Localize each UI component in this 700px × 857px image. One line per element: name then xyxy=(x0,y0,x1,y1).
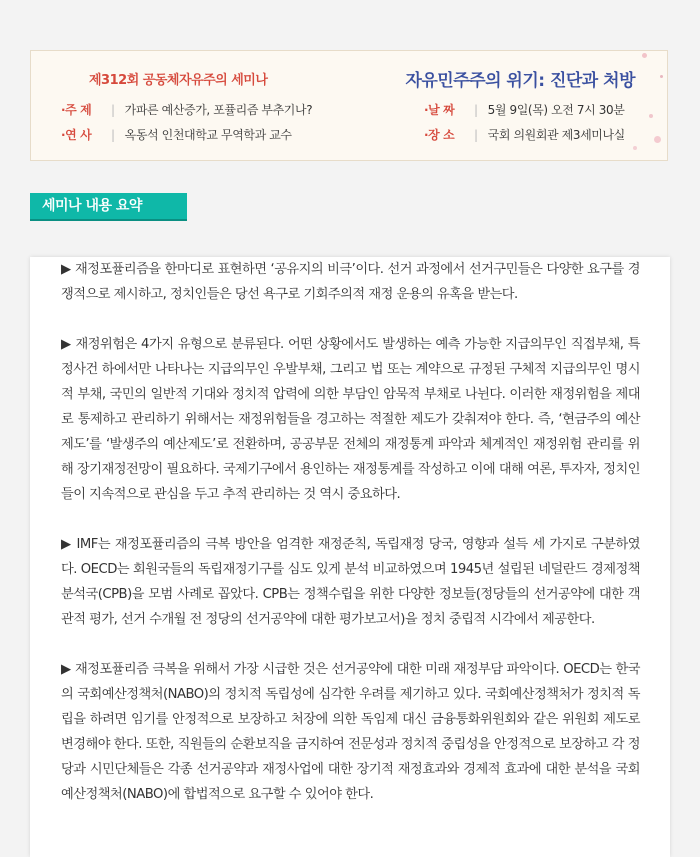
decoration-dot xyxy=(660,75,663,78)
date-value: 5월 9일(목) 오전 7시 30분 xyxy=(487,103,625,117)
decoration-dot xyxy=(642,53,647,58)
separator: | xyxy=(111,102,115,117)
speaker-value: 옥동석 인천대학교 무역학과 교수 xyxy=(124,128,292,142)
date-row xyxy=(424,101,624,118)
decoration-dot xyxy=(649,114,653,118)
separator: | xyxy=(111,127,115,142)
section-title-underline xyxy=(30,219,187,221)
topic-row xyxy=(61,101,312,118)
summary-content xyxy=(30,257,670,857)
summary-paragraph: ▶ IMF는 재정포퓰리즘의 극복 방안을 엄격한 재정준칙, 독립재정 당국, 영향과 설득 세 가지로 구분하였다. OECD는 회원국들의 독립재정기구를 심도 있게 분석 비교하였으며 1945년 설립된 네덜란드 경제정책분석국(CPB)을 모범 사례로 꼽았다. CPB는 정책수립을 위한 다양한 정보들(정당들의 선거공약에 대한 객관적 평가, 선거 수개월 전 정당의 선거공약에 대한 평가보고서)을 정치 중립적 시각에서 제공한다. xyxy=(61,537,640,627)
summary-paragraph: ▶ 재정포퓰리즘을 한마디로 표현하면 ‘공유지의 비극’이다. 선거 과정에서 선거구민들은 다양한 요구를 경쟁적으로 제시하고, 정치인들은 당선 욕구로 기회주의적 재정 운용의 유혹을 받는다. xyxy=(61,262,640,302)
main-title: 자유민주주의 위기: 진단과 처방 xyxy=(405,71,635,91)
summary-paragraph: ▶ 재정위험은 4가지 유형으로 분류된다. 어떤 상황에서도 발생하는 예측 가능한 지급의무인 직접부채, 특정사건 하에서만 나타나는 지급의무인 우발부채, 그리고 법 또는 계약으로 규정된 구체적 지급의무인 명시적 부채, 국민의 일반적 기대와 정치적 압력에 의한 부담인 암묵적 부채로 나뉜다. 이러한 재정위험을 제대로 통제하고 관리하기 위해서는 재정위험들을 경고하는 적절한 제도가 갖춰져야 한다. 즉, ‘현금주의 예산제도’를 ‘발생주의 예산제도’로 전환하며, 공공부문 전체의 재정통계 파악과 체계적인 재정위험 관리를 위해 장기재정전망이 필요하다. 국제기구에서 용인하는 재정통계를 작성하고 이에 대해 여론, 투자자, 정치인들이 지속적으로 관심을 두고 추적 관리하는 것 역시 중요하다. xyxy=(61,337,640,502)
topic-label: ·주 제 xyxy=(61,103,92,117)
speaker-label: ·연 사 xyxy=(61,128,92,142)
venue-row xyxy=(424,126,625,143)
venue-label: ·장 소 xyxy=(424,128,455,142)
decoration-dot xyxy=(654,136,661,143)
separator: | xyxy=(474,127,478,142)
summary-paragraph: ▶ 재정포퓰리즘 극복을 위해서 가장 시급한 것은 선거공약에 대한 미래 재정부담 파악이다. OECD는 한국의 국회예산정책처(NABO)의 정치적 독립성에 심각한 우려를 제기하고 있다. 국회예산정책처가 정치적 독립을 하려면 임기를 안정적으로 보장하고 처장에 의한 독임제 대신 금융통화위원회와 같은 위원회 제도로 변경해야 한다. 또한, 직원들의 순환보직을 금지하여 전문성과 정치적 중립성을 안정적으로 보장하고 각 정당과 시민단체들은 각종 선거공약과 재정사업에 대한 장기적 재정효과와 경제적 효과에 대한 분석을 국회예산정책처(NABO)에 합법적으로 요구할 수 있어야 한다. xyxy=(61,662,640,802)
date-label: ·날 짜 xyxy=(424,103,455,117)
section-title: 세미나 내용 요약 xyxy=(30,193,187,219)
decoration-dot xyxy=(633,146,637,150)
topic-value: 가파른 예산증가, 포퓰리즘 부추기나? xyxy=(124,103,313,117)
seminar-header xyxy=(30,50,668,161)
separator: | xyxy=(474,102,478,117)
speaker-row xyxy=(61,126,292,143)
venue-value: 국회 의원회관 제3세미나실 xyxy=(487,128,625,142)
seminar-title: 제312회 공동체자유주의 세미나 xyxy=(89,73,268,88)
